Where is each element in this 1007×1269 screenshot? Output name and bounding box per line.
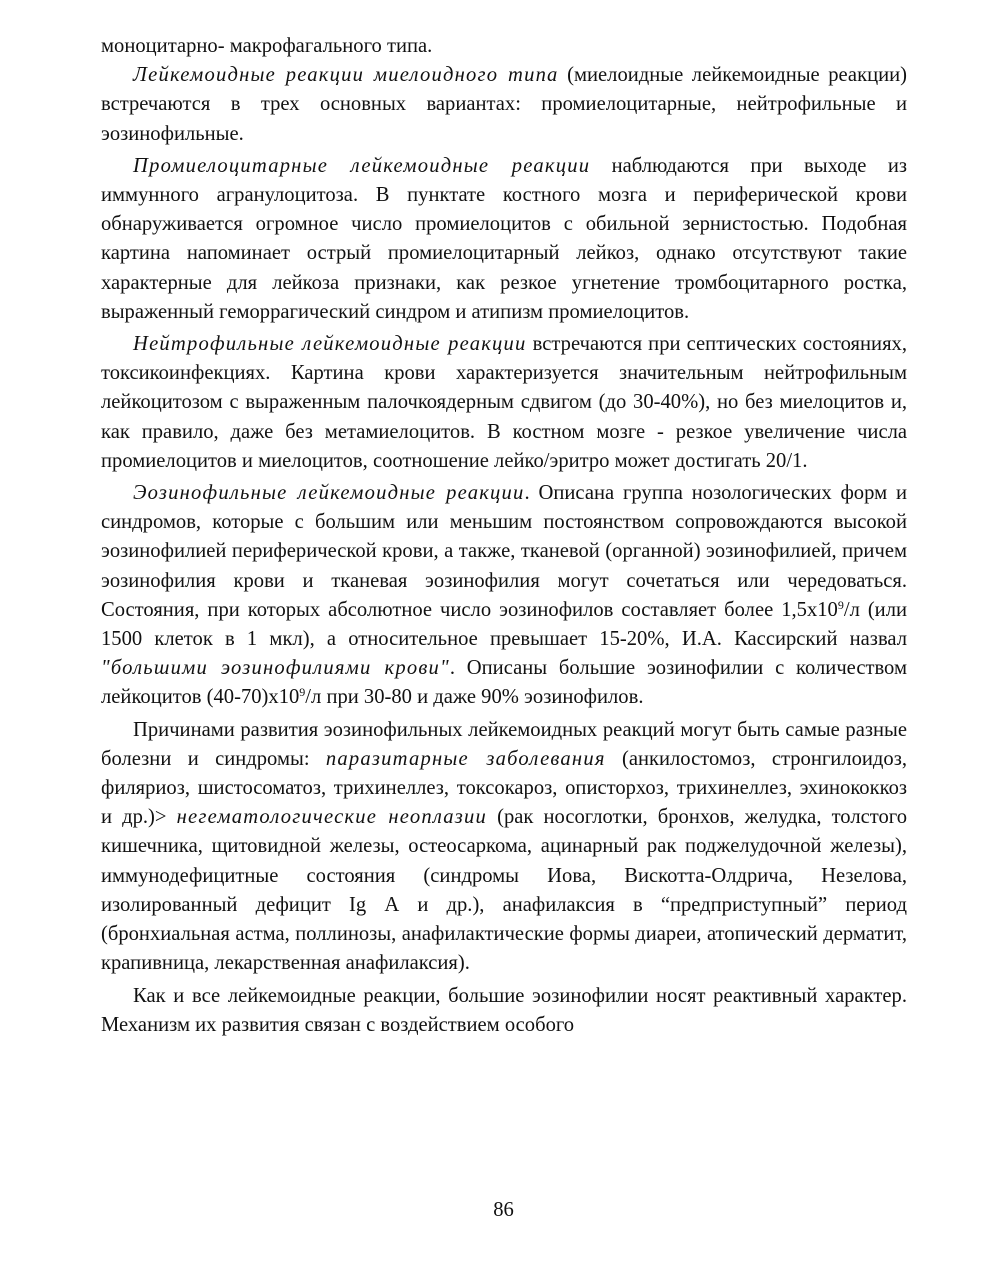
italic-term: негематологические неоплазии — [176, 806, 488, 829]
text-segment: наблюдаются при выходе из иммунного агранулоцитоза. В пунктате костного мозга и периферической крови обнаруживается огромное число промиелоцитов с обильной зернистостью. Подобная картина напоминает острый промиелоцитарный лейкоз, однако отсутствуют такие характерные для лейкоза признаки, как резкое угнетение тромбоцитарного ростка, выраженный геморрагический синдром и атипизм промиелоцитов. — [101, 154, 907, 323]
text-segment: Причинами развития эозинофильных лейкемоидных реакций могут быть самые разные болезни и синдромы: — [101, 718, 907, 770]
paragraph-neutrophilic-reactions — [101, 330, 907, 476]
italic-term: Промиелоцитарные лейкемоидные реакции — [133, 154, 591, 177]
italic-term: "большими эозинофилиями крови" — [101, 657, 450, 680]
text-segment: . Описаны большие эозинофилии с количеством лейкоцитов (40-70)х10 — [101, 657, 907, 709]
paragraph-causes — [101, 716, 907, 979]
page-number: 86 — [493, 1199, 514, 1221]
text-segment: (анкилостомоз, стронгилоидоз, филяриоз, шистосоматоз, трихинеллез, токсокароз, описторхоз, трихинеллез, эхинококкоз и др.)> — [101, 747, 907, 829]
text-segment: /л (или 1500 клеток в 1 мкл), а относительное превышает 15-20%, И.А. Кассирский назвал — [101, 598, 907, 651]
paragraph-mechanism — [101, 982, 907, 1040]
paragraph-continuation — [101, 32, 907, 61]
italic-term: Эозинофильные лейкемоидные реакции — [133, 482, 525, 505]
italic-term: паразитарные заболевания — [325, 747, 606, 770]
text-segment: (рак носоглотки, бронхов, желудка, толстого кишечника, щитовидной железы, остеосаркома, ацинарный рак поджелудочной железы), иммунодефицитные состояния (синдромы Иова, Вискотта-Олдрича, Незелова, изолированный дефицит Ig А и др.), анафилаксия в “предприступный” период (бронхиальная астма, поллинозы, анафилактические формы диареи, атопический дерматит, крапивница, лекарственная анафилаксия). — [101, 806, 907, 975]
text-segment: (миелоидные лейкемоидные реакции) встречаются в трех основных вариантах: промиелоцитарные, нейтрофильные и эозинофильные. — [101, 64, 907, 145]
text-segment: /л при 30-80 и даже 90% эозинофилов. — [305, 686, 644, 709]
text-segment: моноцитарно- макрофагального типа. — [101, 35, 433, 57]
superscript-exponent: 9 — [299, 685, 306, 700]
italic-term: Нейтрофильные лейкемоидные реакции — [133, 333, 527, 356]
text-segment: . Описана группа нозологических форм и синдромов, которые с большим или меньшим постоянством сопровождаются высокой эозинофилией периферической крови, а также, тканевой (органной) эозинофилией, причем эозинофилия крови и тканевая эозинофилия могут сочетаться или чередоваться. Состояния, при которых абсолютное число эозинофилов составляет более 1,5х10 — [101, 482, 907, 621]
italic-term: Лейкемоидные реакции миелоидного типа — [133, 64, 559, 87]
superscript-exponent: 9 — [837, 597, 844, 612]
text-segment: встречаются при септических состояниях, токсикоинфекциях. Картина крови характеризуется значительным нейтрофильным лейкоцитозом с выраженным палочкоядерным сдвигом (до 30-40%), но без миелоцитов и, как правило, даже без метамиелоцитов. В костном мозге - резкое увеличение числа промиелоцитов и миелоцитов, соотношение лейко/эритро может достигать 20/1. — [101, 333, 907, 472]
paragraph-myeloid-reactions — [101, 61, 907, 149]
text-segment: Как и все лейкемоидные реакции, большие эозинофилии носят реактивный характер. Механизм их развития связан с воздействием особого — [101, 984, 907, 1036]
paragraph-eosinophilic-reactions — [101, 479, 907, 713]
paragraph-promyelocytic-reactions — [101, 152, 907, 327]
